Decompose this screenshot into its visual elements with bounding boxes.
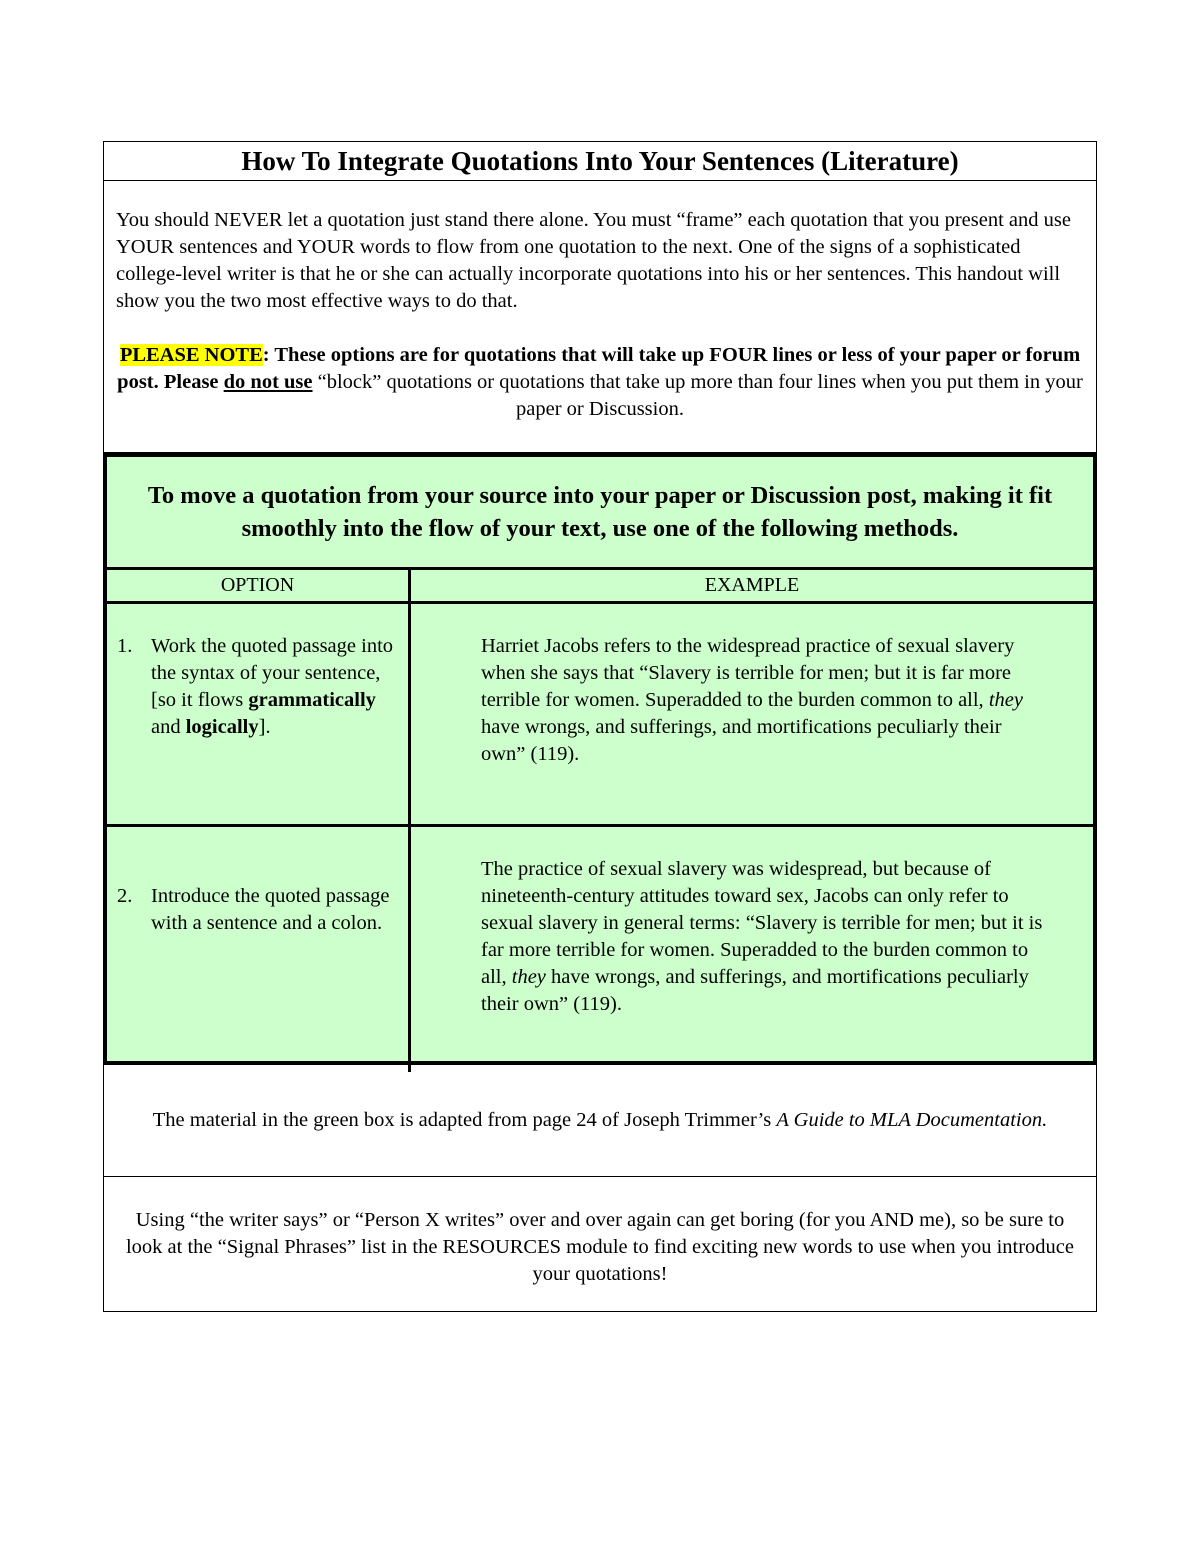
option-cell bbox=[107, 604, 411, 824]
example-cell bbox=[411, 604, 1093, 824]
page-title bbox=[103, 141, 1097, 181]
citation-lead: The material in the green box is adapted from page 24 of Joseph Trimmer’s bbox=[152, 1109, 777, 1131]
note-rest: “block” quotations or quotations that take up more than four lines when you put them in your paper or Discussion. bbox=[312, 371, 1083, 420]
option-text: Introduce the quoted passage with a sentence and a colon. bbox=[151, 885, 390, 934]
example-cell bbox=[411, 827, 1093, 1072]
citation-section bbox=[103, 1065, 1097, 1177]
example-text-a: Harriet Jacobs refers to the widespread practice of sexual slavery when she says that “Slavery is terrible for men; but it is far more terrible for women. Superadded to the burden common to all, bbox=[481, 635, 1015, 711]
table-row bbox=[107, 827, 1093, 1072]
citation-text bbox=[153, 1107, 1047, 1134]
signal-text: Using “the writer says” or “Person X writes” over and over again can get boring (for you AND me), so be sure to look at the “Signal Phrases” list in the RESOURCES module to find exciting new words to use when you introduce your quotations! bbox=[125, 1209, 1074, 1285]
citation-end: . bbox=[1042, 1109, 1048, 1131]
option-text bbox=[151, 633, 408, 741]
example-text-b: have wrongs, and sufferings, and mortifications peculiarly their own” (119). bbox=[481, 716, 1002, 765]
example-text-b: have wrongs, and sufferings, and mortifications peculiarly their own” (119). bbox=[481, 966, 1029, 1015]
handout bbox=[103, 141, 1097, 1312]
green-box-heading: To move a quotation from your source into your paper or Discussion post, making it fit smoothly into the flow of your text, use one of the following methods. bbox=[107, 457, 1093, 570]
intro-section bbox=[103, 181, 1097, 453]
option-text-a: Work the quoted passage into the syntax of your sentence, [so it flows bbox=[151, 635, 394, 711]
green-methods-box bbox=[103, 453, 1097, 1065]
option-text-d: ]. bbox=[258, 716, 271, 738]
table-header-row bbox=[107, 570, 1093, 604]
option-number: 1. bbox=[117, 635, 133, 657]
note-colon: : bbox=[262, 344, 270, 366]
table-row bbox=[107, 604, 1093, 827]
signal-phrases-section bbox=[103, 1177, 1097, 1312]
option-bold-grammatically: grammatically bbox=[248, 689, 376, 711]
example-italic: they bbox=[988, 689, 1023, 711]
option-column-header: OPTION bbox=[107, 570, 411, 601]
option-text-c: and bbox=[151, 716, 186, 738]
intro-paragraph: You should NEVER let a quotation just stand there alone. You must “frame” each quotation that you present and use YOUR sentences and YOUR words to flow from one quotation to the next. One of the signs of a sophisticated college-level writer is that he or she can actually incorporate quotations into his or her sentences. This handout will show you the two most effective ways to do that. bbox=[116, 209, 1071, 312]
option-cell bbox=[107, 827, 411, 1072]
citation-book-title: A Guide to MLA Documentation bbox=[776, 1109, 1043, 1131]
note-bold-text: These options are for quotations that will take up FOUR lines or less of your paper or forum post. Please bbox=[117, 344, 1081, 393]
example-text-a: The practice of sexual slavery was widespread, but because of nineteenth-century attitudes toward sex, Jacobs can only refer to sexual slavery in general terms: “Slavery is terrible for men; but it is far more terrible for women. Superadded to the burden common to all, bbox=[481, 858, 1043, 988]
please-note bbox=[116, 342, 1084, 423]
note-underline: do not use bbox=[223, 371, 313, 393]
example-column-header: EXAMPLE bbox=[704, 574, 800, 596]
option-number: 2. bbox=[117, 885, 133, 907]
note-label: PLEASE NOTE bbox=[119, 344, 263, 366]
title-text: How To Integrate Quotations Into Your Sentences (Literature) bbox=[241, 145, 959, 176]
example-italic: they bbox=[511, 966, 546, 988]
option-bold-logically: logically bbox=[185, 716, 259, 738]
